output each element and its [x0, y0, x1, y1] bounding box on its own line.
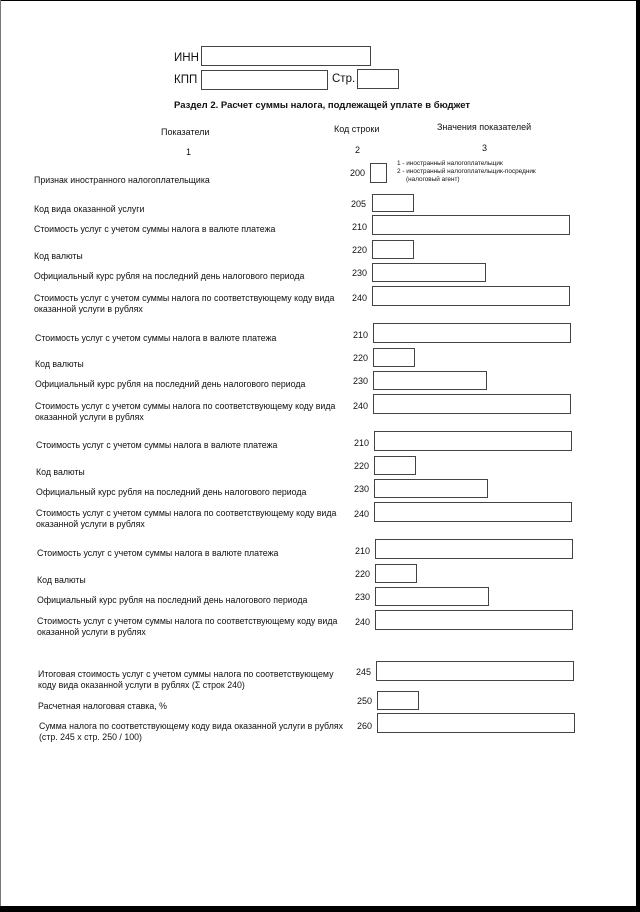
- block-3-row-220-code: 220: [354, 461, 370, 471]
- block-2-row-230-label: Официальный курс рубля на последний день налогового периода: [35, 379, 306, 389]
- block-2-row-240-label-a: Стоимость услуг с учетом суммы налога по соответствующему коду вида: [35, 401, 336, 411]
- row-205-field[interactable]: [372, 194, 414, 212]
- col-number-2: 2: [355, 145, 361, 155]
- page-label: Стр.: [332, 73, 356, 85]
- row-205-code: 205: [351, 199, 367, 209]
- page-border-right: [636, 0, 640, 912]
- col-values-header: Значения показателей: [437, 122, 532, 132]
- block-2-row-230-field[interactable]: [373, 371, 487, 390]
- block-3-row-210-code: 210: [354, 438, 370, 448]
- block-1-row-220-field[interactable]: [372, 240, 414, 259]
- block-3-row-240-code: 240: [354, 509, 370, 519]
- block-4-row-230-code: 230: [355, 592, 371, 602]
- col-indicator-header: Показатели: [161, 127, 210, 137]
- block-4-row-210-field[interactable]: [375, 539, 573, 559]
- block-1-row-210-field[interactable]: [372, 215, 570, 235]
- block-1-row-240-label-a: Стоимость услуг с учетом суммы налога по соответствующему коду вида: [34, 293, 335, 303]
- block-1-row-240-field[interactable]: [372, 286, 570, 306]
- block-4-row-230-field[interactable]: [375, 587, 489, 606]
- row-245-label-b: коду вида оказанной услуги в рублях (Σ строк 240): [38, 680, 245, 690]
- col-number-3: 3: [482, 143, 488, 153]
- page-border-bottom: [0, 906, 640, 912]
- block-2-row-230-code: 230: [353, 376, 369, 386]
- row-200-note-3: (налоговый агент): [406, 176, 460, 183]
- block-2-row-220-code: 220: [353, 353, 369, 363]
- block-2-row-240-label-b: оказанной услуги в рублях: [35, 412, 144, 422]
- block-1-row-210-code: 210: [352, 222, 368, 232]
- block-2-row-210-code: 210: [353, 330, 369, 340]
- block-1-row-220-code: 220: [352, 245, 368, 255]
- block-3-row-220-field[interactable]: [374, 456, 416, 475]
- block-1-row-240-code: 240: [352, 293, 368, 303]
- row-260-field[interactable]: [377, 713, 575, 733]
- block-3-row-230-label: Официальный курс рубля на последний день налогового периода: [36, 487, 307, 497]
- block-4-row-240-label-a: Стоимость услуг с учетом суммы налога по соответствующему коду вида: [37, 616, 338, 626]
- block-3-row-240-label-b: оказанной услуги в рублях: [36, 519, 145, 529]
- block-3-row-210-field[interactable]: [374, 431, 572, 451]
- row-250-label: Расчетная налоговая ставка, %: [38, 701, 167, 711]
- page-border-top: [0, 0, 640, 1]
- block-3-row-230-code: 230: [354, 484, 370, 494]
- block-1-row-210-label: Стоимость услуг с учетом суммы налога в валюте платежа: [34, 224, 276, 234]
- block-4-row-240-field[interactable]: [375, 610, 573, 630]
- block-3-row-240-field[interactable]: [374, 502, 572, 522]
- block-2-row-220-field[interactable]: [373, 348, 415, 367]
- page-border-left: [0, 0, 1, 912]
- row-260-code: 260: [357, 721, 373, 731]
- block-1-row-220-label: Код валюты: [34, 251, 83, 261]
- block-3-row-230-field[interactable]: [374, 479, 488, 498]
- block-1-row-240-label-b: оказанной услуги в рублях: [34, 304, 143, 314]
- block-2-row-210-label: Стоимость услуг с учетом суммы налога в валюте платежа: [35, 333, 277, 343]
- row-200-note-2: 2 - иностранный налогоплательщик-посредник: [397, 168, 536, 175]
- block-4-row-240-code: 240: [355, 617, 371, 627]
- block-3-row-220-label: Код валюты: [36, 467, 85, 477]
- row-260-label-a: Сумма налога по соответствующему коду вида оказанной услуги в рублях: [39, 721, 343, 731]
- row-250-field[interactable]: [377, 691, 419, 710]
- row-200-label: Признак иностранного налогоплательщика: [34, 175, 210, 185]
- block-1-row-230-field[interactable]: [372, 263, 486, 282]
- block-3-row-240-label-a: Стоимость услуг с учетом суммы налога по соответствующему коду вида: [36, 508, 337, 518]
- block-4-row-220-field[interactable]: [375, 564, 417, 583]
- block-1-row-230-label: Официальный курс рубля на последний день налогового периода: [34, 271, 305, 281]
- block-4-row-210-label: Стоимость услуг с учетом суммы налога в валюте платежа: [37, 548, 279, 558]
- page-field[interactable]: [357, 69, 399, 89]
- block-4-row-210-code: 210: [355, 546, 371, 556]
- section-title: Раздел 2. Расчет суммы налога, подлежащей уплате в бюджет: [174, 100, 471, 111]
- block-2-row-240-field[interactable]: [373, 394, 571, 414]
- row-260-label-b: (стр. 245 х стр. 250 / 100): [39, 732, 142, 742]
- block-4-row-220-label: Код валюты: [37, 575, 86, 585]
- block-4-row-220-code: 220: [355, 569, 371, 579]
- inn-label: ИНН: [174, 52, 199, 64]
- row-200-note-1: 1 - иностранный налогоплательщик: [397, 160, 503, 167]
- block-2-row-220-label: Код валюты: [35, 359, 84, 369]
- row-245-label-a: Итоговая стоимость услуг с учетом суммы налога по соответствующему: [38, 669, 334, 679]
- block-4-row-230-label: Официальный курс рубля на последний день налогового периода: [37, 595, 308, 605]
- row-205-label: Код вида оказанной услуги: [34, 204, 145, 214]
- block-2-row-210-field[interactable]: [373, 323, 571, 343]
- block-2-row-240-code: 240: [353, 401, 369, 411]
- row-245-field[interactable]: [376, 661, 574, 681]
- row-200-code: 200: [350, 168, 366, 178]
- kpp-label: КПП: [174, 74, 198, 86]
- inn-field[interactable]: [201, 46, 371, 66]
- block-3-row-210-label: Стоимость услуг с учетом суммы налога в валюте платежа: [36, 440, 278, 450]
- row-200-field[interactable]: [370, 163, 387, 183]
- col-code-header: Код строки: [334, 124, 380, 134]
- row-245-code: 245: [356, 667, 372, 677]
- block-4-row-240-label-b: оказанной услуги в рублях: [37, 627, 146, 637]
- block-1-row-230-code: 230: [352, 268, 368, 278]
- col-number-1: 1: [186, 147, 192, 157]
- kpp-field[interactable]: [201, 70, 328, 90]
- row-250-code: 250: [357, 696, 373, 706]
